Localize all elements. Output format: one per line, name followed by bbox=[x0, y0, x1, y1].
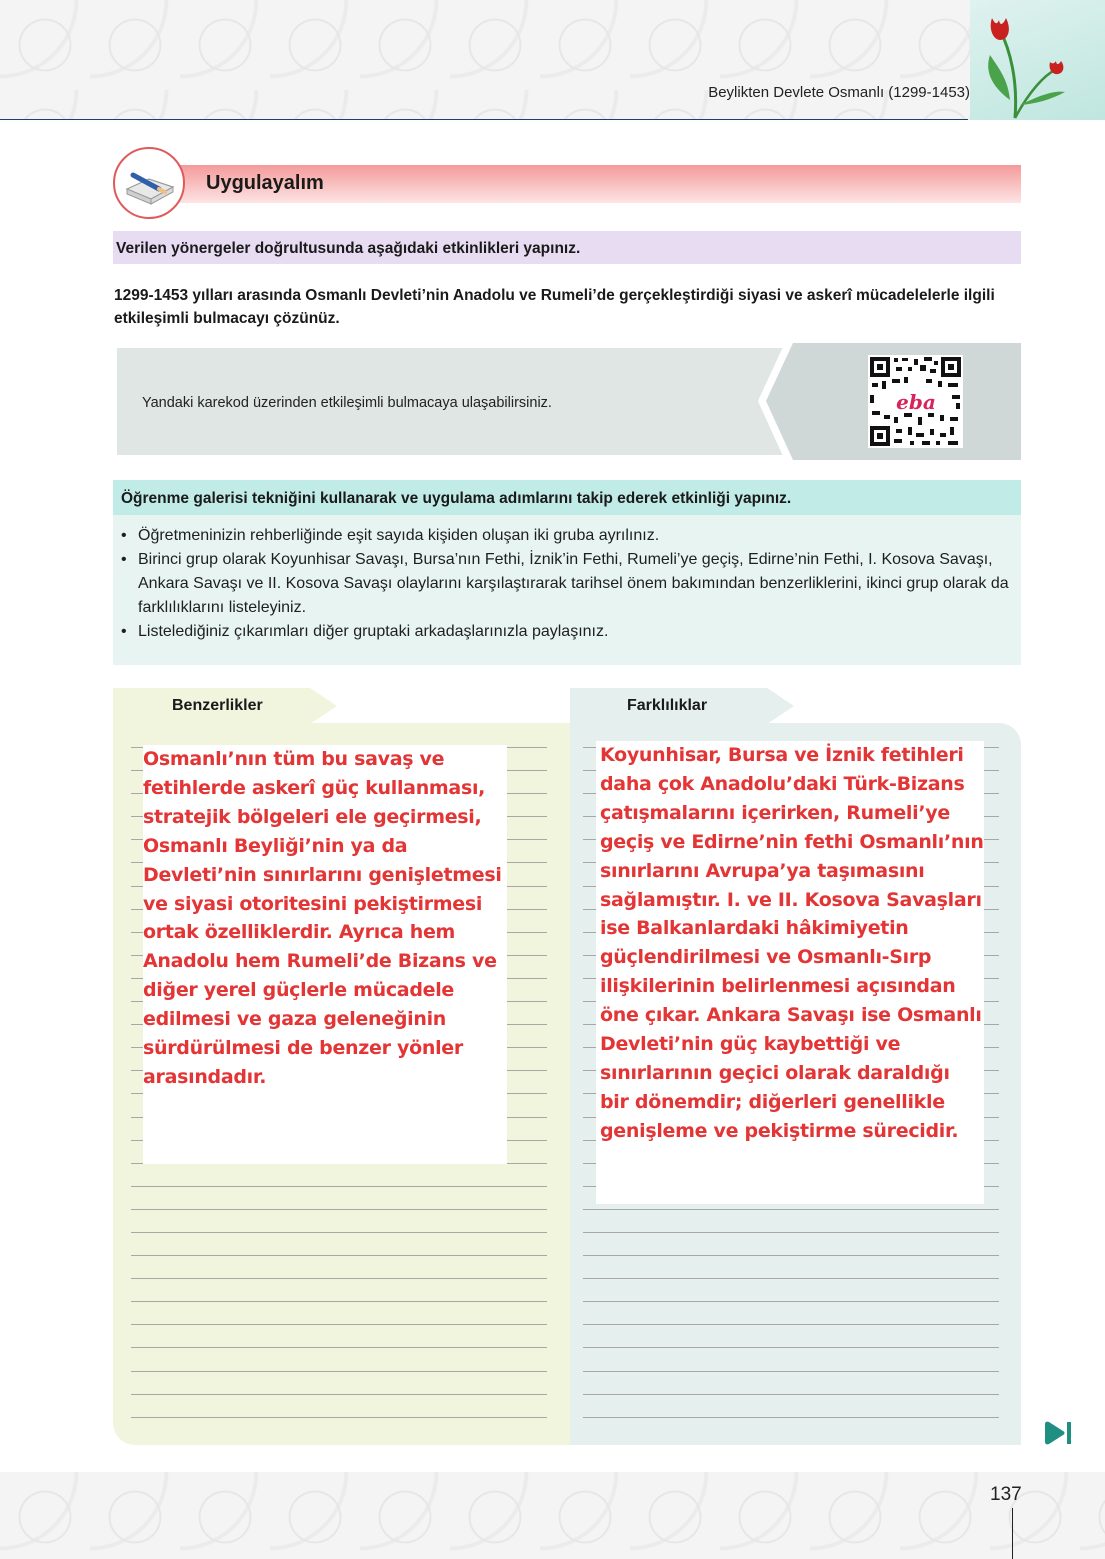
list-item: • Birinci grup olarak Koyunhisar Savaşı, Bursa’nın Fethi, İznik’in Fethi, Rumeli’ye geçiş, Edirne’nin Fethi, I. Kosova Savaşı, Ankara Savaşı ve II. Kosova Savaşı olaylarını karşılaştırarak tarihsel önem bakımından benzerliklerini, ikinci grup olarak da farklılıklarını listeleyiniz. bbox=[121, 548, 1021, 620]
writing-line bbox=[131, 1301, 547, 1302]
qr-instruction: Yandaki karekod üzerinden etkileşimli bulmacaya ulaşabilirsiniz. bbox=[142, 395, 552, 411]
writing-line bbox=[131, 1394, 547, 1395]
notebook-pencil-icon bbox=[113, 147, 185, 219]
similarities-label: Benzerlikler bbox=[172, 697, 263, 714]
differences-answer-box[interactable] bbox=[596, 741, 984, 1204]
writing-line bbox=[583, 1347, 999, 1348]
writing-line bbox=[131, 1186, 547, 1187]
writing-line bbox=[131, 1255, 547, 1256]
section-title: Uygulayalım bbox=[206, 172, 324, 194]
task-text: 1299-1453 yılları arasında Osmanlı Devleti’nin Anadolu ve Rumeli’de gerçekleştirdiği siyasi ve askerî mücadelelerle ilgili etkileşimli bulmacayı çözünüz. bbox=[114, 287, 995, 327]
writing-line bbox=[583, 1301, 999, 1302]
list-item: • Listelediğiniz çıkarımları diğer gruptaki arkadaşlarınızla paylaşınız. bbox=[121, 620, 1021, 644]
writing-line bbox=[131, 1347, 547, 1348]
differences-label: Farklılıklar bbox=[627, 697, 708, 714]
next-page-button[interactable] bbox=[1043, 1421, 1073, 1449]
writing-line bbox=[131, 1278, 547, 1279]
similarities-answer: Osmanlı’nın tüm bu savaş ve fetihlerde askerî güç kullanması, stratejik bölgeleri ele geçirmesi, Osmanlı Beyliği’nin ya da Devleti’nin sınırlarını genişletmesi ve siyasi otoritesini pekiştirmesi ortak özelliklerdir. Ayrıca hem Anadolu hem Rumeli’de Bizans ve diğer yerel güçlerle mücadele edilmesi ve gaza geleneğinin sürdürülmesi de benzer yönler arasındadır. bbox=[143, 748, 502, 1088]
footer-pattern bbox=[0, 1472, 1105, 1559]
similarities-answer-box[interactable] bbox=[143, 745, 507, 1164]
play-next-icon bbox=[1043, 1421, 1073, 1445]
page-number-rule bbox=[1012, 1508, 1013, 1559]
writing-line bbox=[131, 1324, 547, 1325]
writing-line bbox=[583, 1394, 999, 1395]
writing-line bbox=[583, 1232, 999, 1233]
chapter-title: Beylikten Devlete Osmanlı (1299-1453) bbox=[708, 84, 970, 101]
list-item: • Öğretmeninizin rehberliğinde eşit sayıda kişiden oluşan iki gruba ayrılınız. bbox=[121, 524, 1021, 548]
gallery-title: Öğrenme galerisi tekniğini kullanarak ve uygulama adımlarını takip ederek etkinliği yapınız. bbox=[121, 490, 792, 507]
writing-line bbox=[131, 1209, 547, 1210]
tulip-illustration bbox=[970, 0, 1105, 120]
eba-logo: eba bbox=[896, 390, 936, 414]
header-pattern bbox=[0, 0, 1105, 120]
writing-line bbox=[131, 1232, 547, 1233]
writing-line bbox=[583, 1324, 999, 1325]
writing-line bbox=[583, 1371, 999, 1372]
writing-line bbox=[583, 1417, 999, 1418]
header-rule bbox=[0, 119, 968, 120]
differences-answer: Koyunhisar, Bursa ve İznik fetihleri daha çok Anadolu’daki Türk-Bizans çatışmalarını içerirken, Rumeli’ye geçiş ve Edirne’nin fethi Osmanlı’nın sınırlarını Avrupa’ya taşımasını sağlamıştır. I. ve II. Kosova Savaşları ise Balkanlardaki hâkimiyetin güçlendirilmesi ve Osmanlı-Sırp ilişkilerinin belirlenmesi açısından öne çıkar. Ankara Savaşı ise Osmanlı Devleti’nin güç kaybettiği ve sınırlarının geçici olarak daraldığı bir dönemdir; diğerleri genellikle genişleme ve pekiştirme sürecidir. bbox=[600, 744, 984, 1142]
writing-line bbox=[583, 1255, 999, 1256]
instruction-text: Verilen yönergeler doğrultusunda aşağıdaki etkinlikleri yapınız. bbox=[116, 240, 581, 257]
writing-line bbox=[583, 1278, 999, 1279]
steps-list bbox=[121, 524, 1021, 644]
qr-code[interactable] bbox=[868, 355, 963, 448]
writing-line bbox=[131, 1417, 547, 1418]
page-number: 137 bbox=[990, 1484, 1022, 1505]
writing-line bbox=[131, 1371, 547, 1372]
writing-line bbox=[583, 1209, 999, 1210]
